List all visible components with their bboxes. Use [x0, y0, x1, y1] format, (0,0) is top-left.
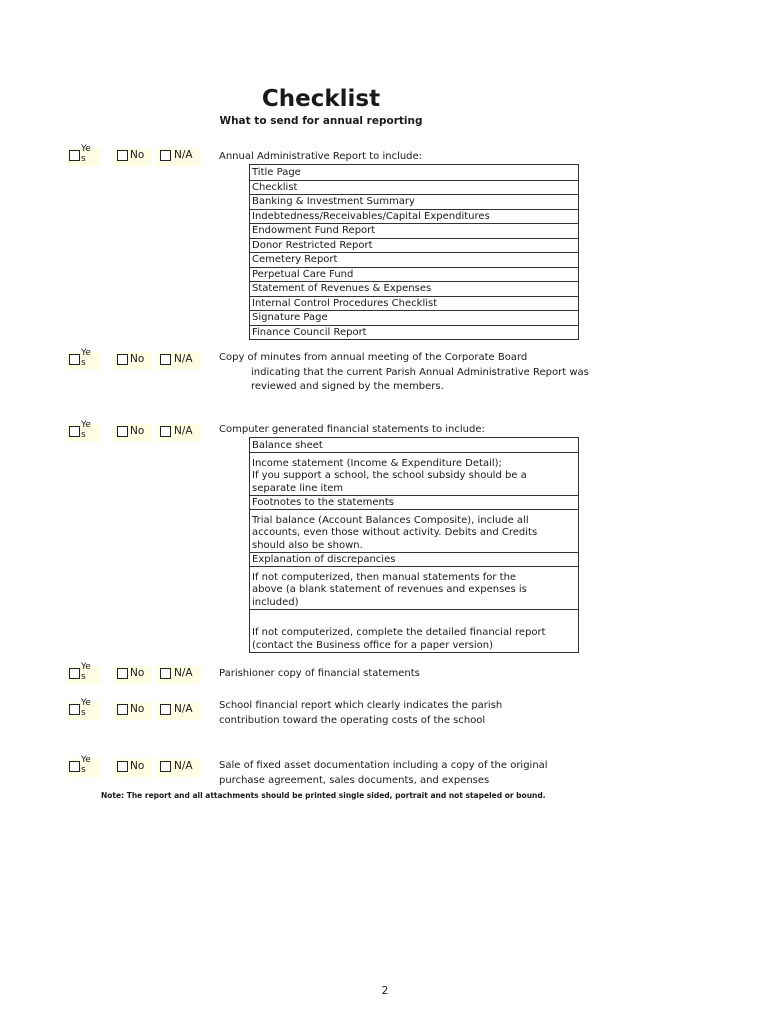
na-checkbox[interactable] [160, 150, 171, 161]
no-checkbox[interactable] [117, 704, 128, 715]
question-text: School financial report which clearly indicates the parish contribution toward the operating costs of the school [219, 700, 503, 726]
table-row: Banking & Investment Summary [250, 194, 578, 209]
na-label: N/A [174, 353, 193, 365]
na-checkbox[interactable] [160, 354, 171, 365]
no-checkbox[interactable] [117, 668, 128, 679]
question-text: Parishioner copy of financial statements [219, 668, 420, 679]
question-text: Copy of minutes from annual meeting of the Corporate Board indicating that the current Parish Annual Administrative Report was reviewed and signed by the members. [219, 352, 589, 392]
no-checkbox[interactable] [117, 761, 128, 772]
table-row: Statement of Revenues & Expenses [250, 281, 578, 296]
table-row: Trial balance (Account Balances Composite), include all accounts, even those without activity. Debits and Credits should also be shown. [250, 509, 578, 552]
answer-options [67, 755, 217, 777]
answer-options [67, 662, 217, 684]
question-text: Computer generated financial statements to include: [219, 424, 485, 435]
yes-checkbox[interactable] [69, 150, 80, 161]
page-title: Checklist [261, 86, 381, 112]
table-row: If not computerized, complete the detailed financial report (contact the Business office for a paper version) [250, 609, 578, 652]
question-text: Annual Administrative Report to include: [219, 151, 423, 162]
yes-checkbox[interactable] [69, 704, 80, 715]
table-row: Checklist [250, 180, 578, 195]
no-label: No [130, 353, 145, 365]
na-label: N/A [174, 149, 193, 161]
yes-checkbox[interactable] [69, 354, 80, 365]
na-checkbox[interactable] [160, 426, 171, 437]
yes-label: Yes [81, 144, 91, 163]
report-contents-table [249, 164, 579, 340]
yes-label: Yes [81, 348, 91, 367]
table-row: Finance Council Report [250, 325, 578, 340]
no-label: No [130, 149, 145, 161]
table-row: Cemetery Report [250, 252, 578, 267]
no-label: No [130, 667, 145, 679]
question-text: Sale of fixed asset documentation including a copy of the original purchase agreement, sales documents, and expenses [219, 760, 548, 786]
table-row: If not computerized, then manual statements for the above (a blank statement of revenues and expenses is included) [250, 566, 578, 609]
no-label: No [130, 703, 145, 715]
na-label: N/A [174, 425, 193, 437]
table-row: Balance sheet [252, 439, 323, 451]
no-label: No [130, 425, 145, 437]
yes-label: Yes [81, 755, 91, 774]
table-row: Perpetual Care Fund [250, 267, 578, 282]
table-row: Explanation of discrepancies [250, 552, 578, 566]
yes-checkbox[interactable] [69, 426, 80, 437]
na-label: N/A [174, 667, 193, 679]
table-row: Indebtedness/Receivables/Capital Expenditures [250, 209, 578, 224]
page-subtitle: What to send for annual reporting [219, 115, 423, 127]
table-row: Signature Page [250, 310, 578, 325]
no-label: No [130, 760, 145, 772]
answer-options [67, 698, 217, 720]
no-checkbox[interactable] [117, 354, 128, 365]
yes-checkbox[interactable] [69, 668, 80, 679]
table-row: Donor Restricted Report [250, 238, 578, 253]
yes-label: Yes [81, 698, 91, 717]
answer-options [67, 420, 217, 442]
na-label: N/A [174, 760, 193, 772]
yes-checkbox[interactable] [69, 761, 80, 772]
na-checkbox[interactable] [160, 761, 171, 772]
no-checkbox[interactable] [117, 426, 128, 437]
na-checkbox[interactable] [160, 704, 171, 715]
answer-options [67, 348, 217, 370]
table-row: Internal Control Procedures Checklist [250, 296, 578, 311]
yes-label: Yes [81, 662, 91, 681]
table-row: Income statement (Income & Expenditure Detail); If you support a school, the school subsidy should be a separate line item [250, 452, 578, 495]
page-number: 2 [381, 985, 389, 997]
footer-note: Note: The report and all attachments should be printed single sided, portrait and not stapeled or bound. [101, 791, 546, 800]
table-row: Endowment Fund Report [250, 223, 578, 238]
na-checkbox[interactable] [160, 668, 171, 679]
na-label: N/A [174, 703, 193, 715]
table-row: Footnotes to the statements [250, 495, 578, 509]
answer-options [67, 144, 217, 166]
yes-label: Yes [81, 420, 91, 439]
financial-statements-table [249, 437, 579, 653]
no-checkbox[interactable] [117, 150, 128, 161]
table-row: Title Page [252, 167, 301, 178]
